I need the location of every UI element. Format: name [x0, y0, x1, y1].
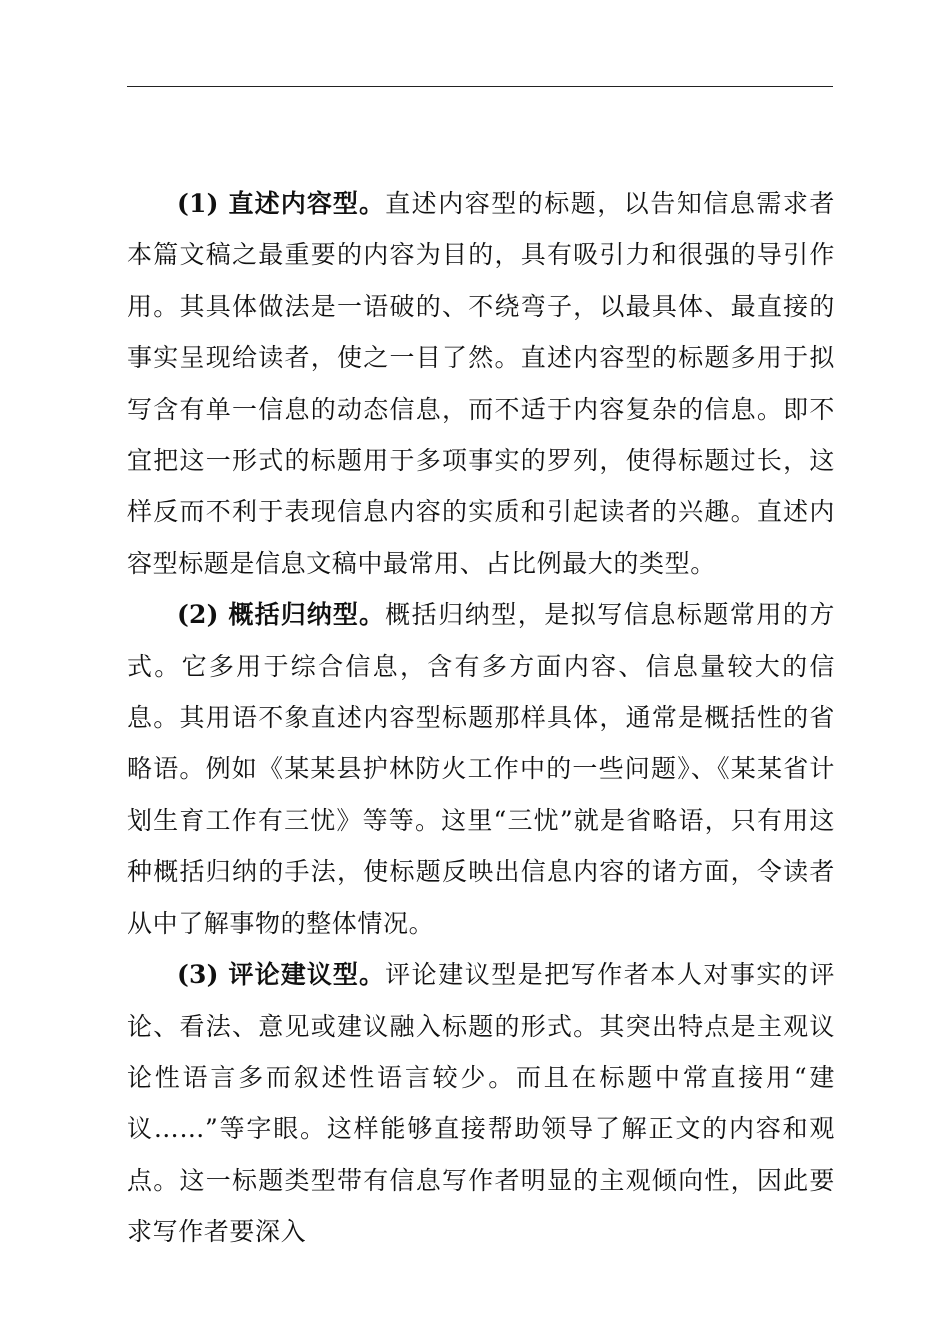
paragraph-heading: (2) 概括归纳型。	[177, 600, 386, 630]
document-body	[127, 178, 835, 1258]
paragraph-heading: (1) 直述内容型。	[177, 189, 386, 218]
header-rule	[127, 86, 833, 87]
paragraph-text: 概括归纳型，是拟写信息标题常用的方式。它多用于综合信息，含有多方面内容、信息量较大的信息。其用语不象直述内容型标题那样具体，通常是概括性的省略语。例如《某某县护林防火工作中的一些问题》、《某某省计划生育工作有三忧》等等。这里“三忧”就是省略语，只有用这种概括归纳的手法，使标题反映出信息内容的诸方面，令读者从中了解事物的整体情况。	[127, 600, 836, 938]
paragraph-heading: (3) 评论建议型。	[177, 960, 386, 990]
paragraph-text: 直述内容型的标题，以告知信息需求者本篇文稿之最重要的内容为目的，具有吸引力和很强的导引作用。其具体做法是一语破的、不绕弯子，以最具体、最直接的事实呈现给读者，使之一目了然。直述内容型的标题多用于拟写含有单一信息的动态信息，而不适于内容复杂的信息。即不宜把这一形式的标题用于多项事实的罗列，使得标题过长，这样反而不利于表现信息内容的实质和引起读者的兴趣。直述内容型标题是信息文稿中最常用、占比例最大的类型。	[127, 189, 836, 578]
paragraph-text: 评论建议型是把写作者本人对事实的评论、看法、意见或建议融入标题的形式。其突出特点是主观议论性语言多而叙述性语言较少。而且在标题中常直接用“建议……”等字眼。这样能够直接帮助领导了解正文的内容和观点。这一标题类型带有信息写作者明显的主观倾向性，因此要求写作者要深入	[127, 960, 836, 1247]
paragraph-summary	[127, 589, 835, 949]
paragraph-commentary	[127, 949, 835, 1257]
paragraph-direct-content	[127, 178, 835, 589]
